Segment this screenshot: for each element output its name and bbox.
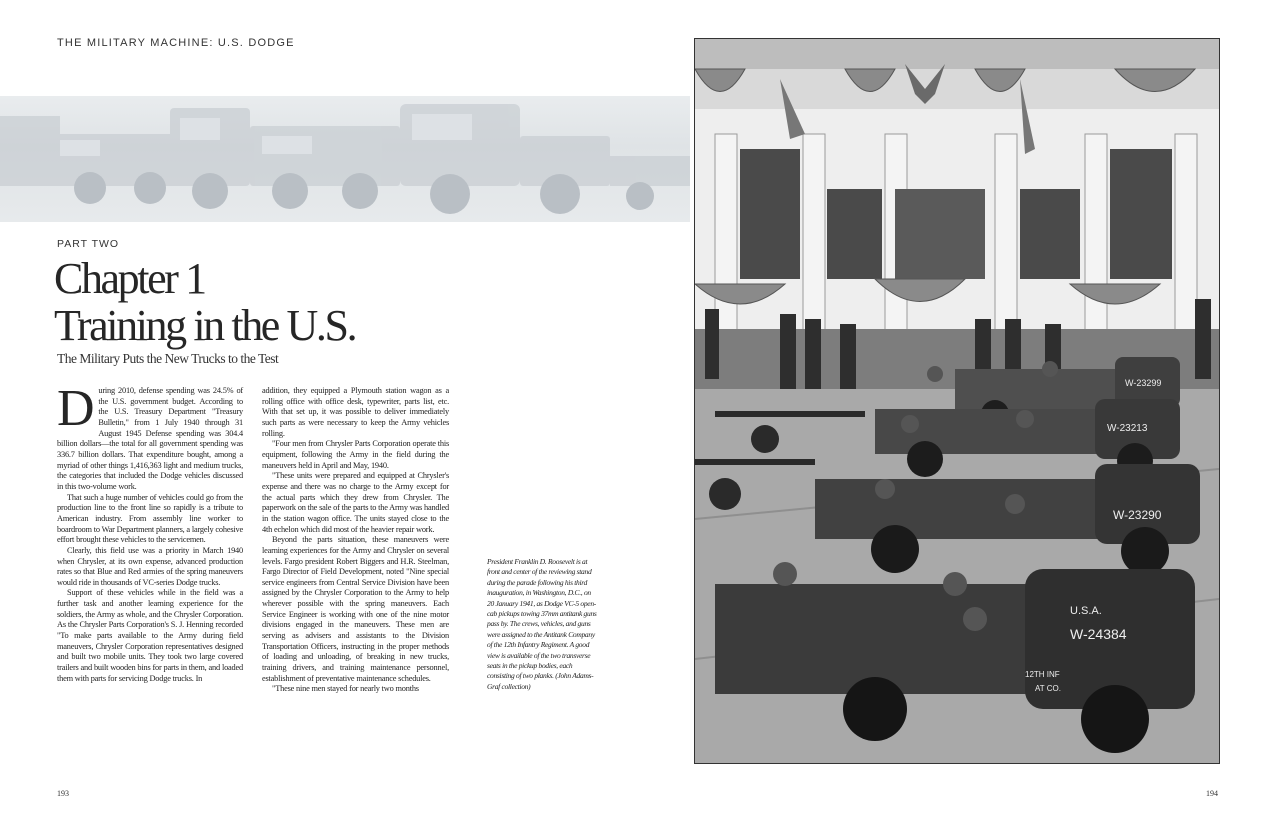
banner-photo-trucks	[0, 96, 690, 222]
bumper-company-marking: AT CO.	[1035, 684, 1061, 693]
drop-cap: D	[57, 380, 95, 437]
truck-number-4: W-24384	[1070, 626, 1127, 642]
truck-number-1: W-23299	[1125, 378, 1162, 388]
body-paragraph: "These nine men stayed for nearly two months	[272, 684, 419, 694]
body-paragraph: "Four men from Chrysler Parts Corporation operate this equipment, following the Army in the field during the maneuvers held in April and May, 1940.	[262, 439, 449, 470]
body-paragraph: addition, they equipped a Plymouth station wagon as a rolling office with office desk, typewriter, parts list, etc. With that set up, it was possible to deliver immediately such parts as were necessary to keep the Army vehicles rolling.	[262, 386, 449, 438]
photo-inaugural-parade	[694, 38, 1220, 764]
body-column-1	[57, 380, 243, 684]
chapter-title-line-1: Chapter 1	[54, 254, 205, 303]
central-reviewing-box	[895, 189, 985, 279]
body-paragraph: Beyond the parts situation, these maneuvers were learning experiences for the Army and Chrysler on several levels. Fargo president Robert Biggers and H.R. Steelman, Fargo Director of Field Development, noted "Nine special service engineers from Central Service Division have been assigned by the Chrysler Corporation to the Army to help wherever possible with the spring maneuvers. Each Service Engineer is working with one of the nine motor divisions engaged in the maneuvers. These men are serving as advisers and assistants to the Division Transportation Officers, instructing in the proper methods of loading and unloading, of breaking in new trucks, training drivers, and training maintenance personnel, establishment of preventative maintenance schedules.	[262, 535, 449, 683]
truck-number-2: W-23213	[1107, 423, 1148, 434]
body-paragraph: Clearly, this field use was a priority in March 1940 when Chrysler, at its own expense, advanced production rates so that Blue and Red armies of the spring maneuvers would ride in thousands of VC-series Dodge trucks.	[57, 545, 243, 587]
chapter-subtitle: The Military Puts the New Trucks to the Test	[57, 351, 279, 366]
body-paragraph: That such a huge number of vehicles could go from the production line to the front line so rapidly is a tribute to American industry. From assembly line worker to boardroom to War Department planners, a largely cohesive effort brought these vehicles to the servicemen.	[57, 492, 243, 545]
page-number-right: 194	[1206, 789, 1218, 798]
body-column-2	[262, 386, 449, 695]
body-paragraph: Support of these vehicles while in the field was a further task and another learning experience for the soldiers, the Army as whole, and the Chrysler Corporation. As the Chrysler Parts Corporation's S. J. Henning recorded "To make parts available to the Army during field maneuvers, Chrysler Corporation representatives designed and built two mobile units. They took two large covered trailers and built wooden bins for parts in them, and loaded them with parts for servicing Dodge trucks. In	[57, 588, 243, 683]
chapter-title	[54, 255, 355, 349]
hood-usa-marking: U.S.A.	[1070, 605, 1102, 617]
bumper-unit-marking: 12TH INF	[1025, 670, 1060, 679]
running-head: THE MILITARY MACHINE: U.S. DODGE	[57, 37, 295, 49]
parade-photo-illustration	[695, 39, 1219, 763]
chapter-title-line-2: Training in the U.S.	[54, 301, 356, 350]
banner-truck-silhouettes	[0, 96, 690, 222]
body-paragraph: During 2010, defense spending was 24.5% of the U.S. government budget. According to the U.S. Treasury Department "Treasury Bulletin," from 1 July 1940 through 31 August 1945 Defense spending was 304.4 billion dollars—the total for all government spending was 336.7 billion dollars. That expenditure bought, among a myriad of other things 1,416,363 light and medium trucks, the categories that included the Dodge vehicles discussed in this two-volume work.	[57, 380, 243, 491]
body-paragraph: "These units were prepared and equipped at Chrysler's expense and there was no charge to the Army except for the actual parts which they drew from Chrysler. The paperwork on the sale of the parts to the Army was handled in the station wagon office. The units stayed close to the 4th echelon which did most of the heavier repair work.	[262, 471, 449, 534]
part-label: PART TWO	[57, 238, 120, 250]
photo-caption: President Franklin D. Roosevelt is at front and center of the reviewing stand during the parade following his third inauguration, in Washington, D.C., on 20 January 1941, as Dodge VC-5 open-cab pickups towing 37mm antitank guns pass by. The crews, vehicles, and guns were assigned to the Antitank Company of the 12th Infantry Regiment. A good view is available of the two transverse seats in the pickup bodies, each consisting of two planks. (John Adams-Graf collection)	[487, 557, 597, 691]
page-number-left: 193	[57, 789, 69, 798]
truck-number-3: W-23290	[1113, 508, 1162, 522]
